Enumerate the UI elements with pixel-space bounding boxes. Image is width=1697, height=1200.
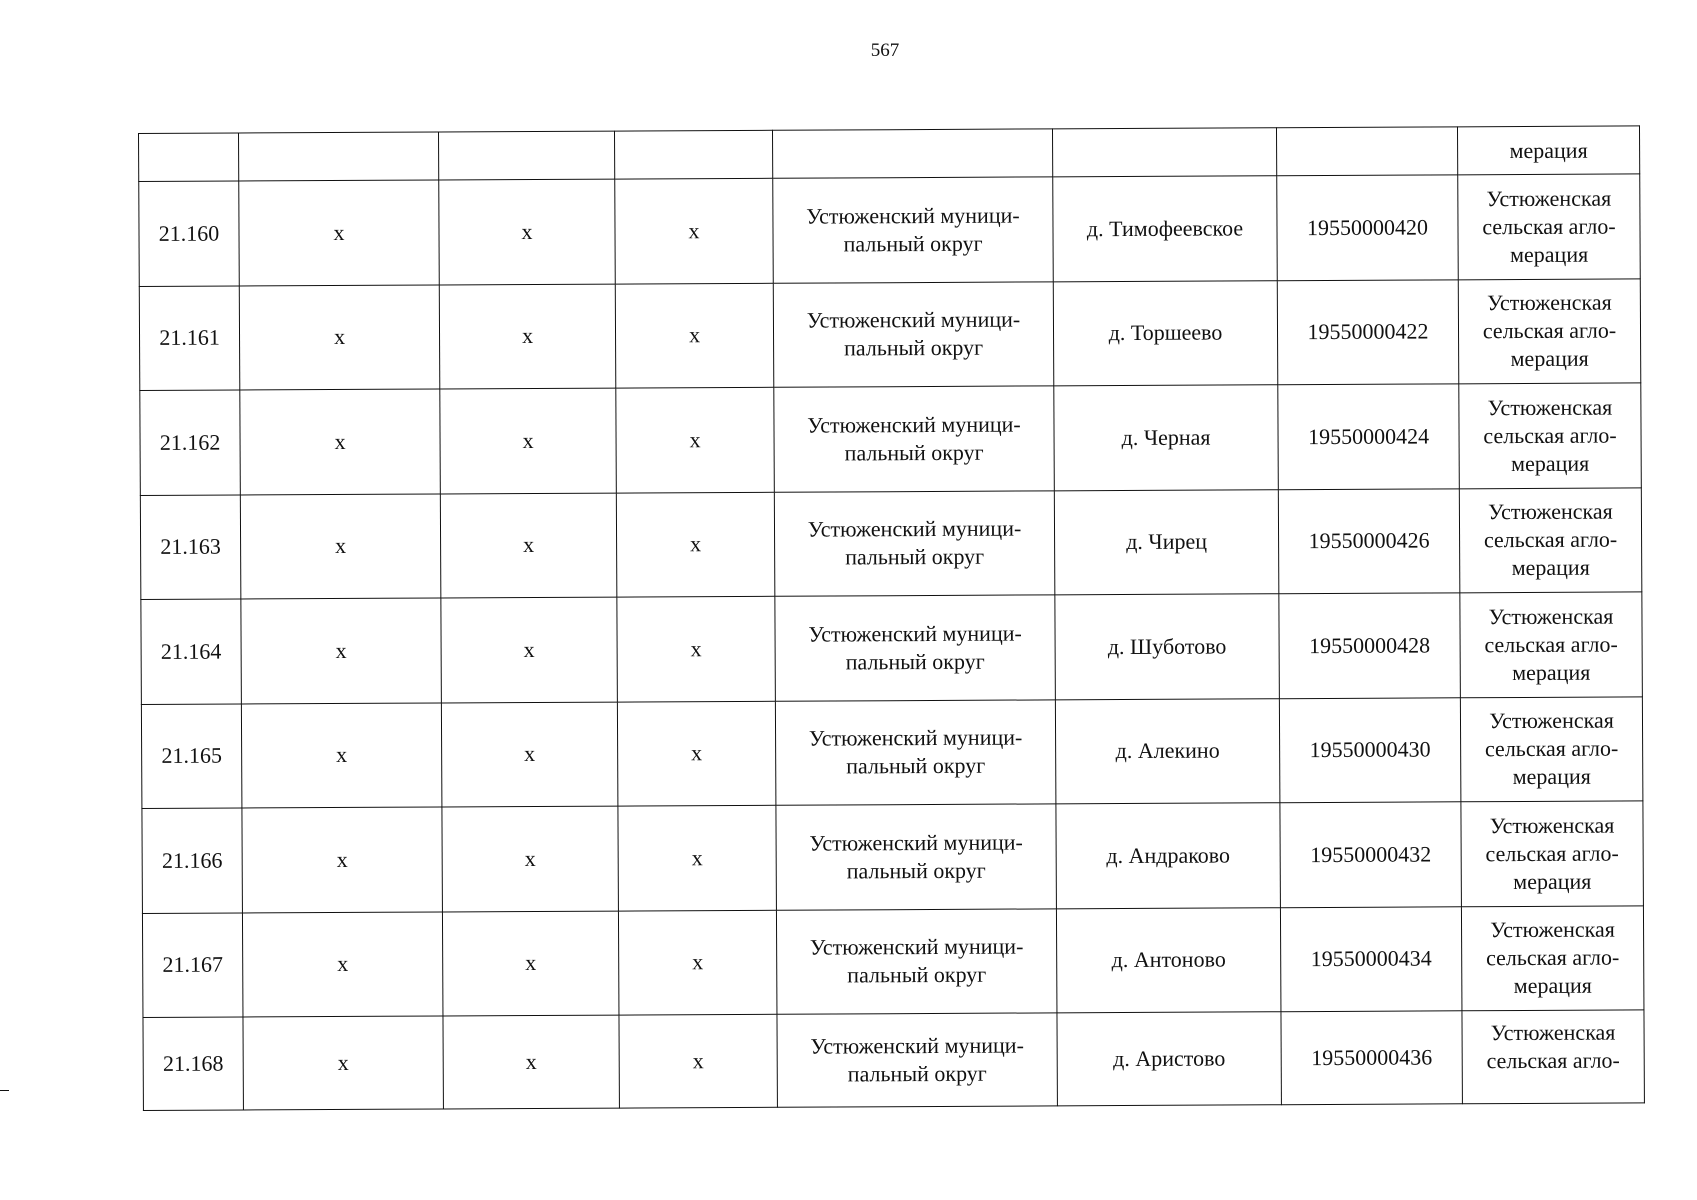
table-row xyxy=(141,592,1643,704)
margin-mark xyxy=(0,1090,9,1091)
empty-cell xyxy=(772,129,1052,178)
settlement-cell: д. Алекино xyxy=(1055,698,1280,804)
document-table-wrapper xyxy=(138,125,1644,1111)
agglomeration-cell: Устюженская сельская агло- мерация xyxy=(1459,487,1642,592)
table-row xyxy=(143,1010,1644,1111)
district-cell: Устюженский муници- пальный округ xyxy=(776,804,1057,910)
agglomeration-continuation: мерация xyxy=(1457,126,1639,175)
settlement-cell: д. Чирец xyxy=(1054,489,1279,595)
district-cell: Устюженский муници- пальный округ xyxy=(777,1013,1057,1107)
empty-cell xyxy=(614,130,772,179)
agglomeration-cell: Устюженская сельская агло- мерация xyxy=(1460,696,1643,801)
code-cell: 19550000420 xyxy=(1277,175,1459,280)
agglomeration-cell: Устюженская сельская агло- мерация xyxy=(1458,174,1641,279)
agglomeration-cell: Устюженская сельская агло- мерация xyxy=(1461,905,1644,1010)
cell-mark: х xyxy=(617,596,776,701)
cell-mark: х xyxy=(443,1015,619,1109)
row-number: 21.160 xyxy=(139,181,240,286)
code-cell: 19550000424 xyxy=(1278,384,1460,489)
table-row xyxy=(139,174,1641,286)
cell-mark: х xyxy=(239,284,440,390)
cell-mark: х xyxy=(441,597,618,702)
row-number: 21.168 xyxy=(143,1017,243,1111)
row-number: 21.165 xyxy=(141,703,242,808)
empty-cell xyxy=(239,132,439,181)
agglomeration-cell: Устюженская сельская агло- мерация xyxy=(1461,801,1644,906)
agglomeration-cell: Устюженская сельская агло- мерация xyxy=(1459,383,1642,488)
settlement-cell: д. Антоново xyxy=(1056,907,1281,1013)
district-cell: Устюженский муници- пальный округ xyxy=(773,177,1054,283)
cell-mark: х xyxy=(441,702,618,807)
table-row xyxy=(140,487,1642,599)
table-row xyxy=(142,801,1644,913)
continuation-row xyxy=(139,126,1640,182)
cell-mark: х xyxy=(241,598,442,704)
agglomeration-cell: Устюженская сельская агло- мерация xyxy=(1460,592,1643,697)
code-cell: 19550000430 xyxy=(1279,697,1461,802)
row-number: 21.162 xyxy=(140,390,241,495)
settlement-cell: д. Черная xyxy=(1054,385,1279,491)
cell-mark: х xyxy=(619,1014,777,1108)
page-number: 567 xyxy=(870,40,900,61)
row-number: 21.166 xyxy=(142,808,243,913)
district-cell: Устюженский муници- пальный округ xyxy=(773,281,1054,387)
settlement-cell: д. Тимофеевское xyxy=(1053,176,1278,282)
settlement-cell: д. Андраково xyxy=(1056,803,1281,909)
table-row xyxy=(139,278,1641,390)
agglomeration-cell: Устюженская сельская агло- xyxy=(1462,1010,1644,1104)
row-number: 21.161 xyxy=(139,285,240,390)
cell-mark: х xyxy=(440,388,617,493)
district-cell: Устюженский муници- пальный округ xyxy=(775,699,1056,805)
settlement-cell: д. Торшеево xyxy=(1053,280,1278,386)
row-number: 21.163 xyxy=(140,494,241,599)
code-cell: 19550000432 xyxy=(1280,802,1462,907)
settlement-cell: д. Шуботово xyxy=(1055,594,1280,700)
table-row xyxy=(140,383,1642,495)
empty-cell xyxy=(1052,128,1276,177)
code-cell: 19550000426 xyxy=(1278,488,1460,593)
cell-mark: х xyxy=(442,806,619,911)
row-number: 21.167 xyxy=(142,912,243,1017)
empty-cell xyxy=(438,131,614,180)
cell-mark: х xyxy=(615,283,774,388)
district-cell: Устюженский муници- пальный округ xyxy=(775,595,1056,701)
district-cell: Устюженский муници- пальный округ xyxy=(776,908,1057,1014)
cell-mark: х xyxy=(242,807,443,913)
code-cell: 19550000436 xyxy=(1281,1011,1462,1105)
cell-mark: х xyxy=(242,911,443,1017)
cell-mark: х xyxy=(440,493,617,598)
cell-mark: х xyxy=(239,180,440,286)
agglomeration-cell: Устюженская сельская агло- мерация xyxy=(1458,278,1641,383)
cell-mark: х xyxy=(618,910,777,1015)
cell-mark: х xyxy=(616,387,775,492)
code-cell: 19550000434 xyxy=(1280,906,1462,1011)
cell-mark: х xyxy=(616,492,775,597)
district-cell: Устюженский муници- пальный округ xyxy=(774,490,1055,596)
cell-mark: х xyxy=(240,389,441,495)
settlement-cell: д. Аристово xyxy=(1057,1012,1281,1106)
row-number: 21.164 xyxy=(141,599,242,704)
cell-mark: х xyxy=(618,805,777,910)
district-cell: Устюженский муници- пальный округ xyxy=(774,386,1055,492)
table-row xyxy=(142,905,1644,1017)
settlements-table xyxy=(138,125,1645,1111)
code-cell: 19550000422 xyxy=(1277,279,1459,384)
table-row xyxy=(141,696,1643,808)
code-cell: 19550000428 xyxy=(1279,593,1461,698)
cell-mark: х xyxy=(240,493,441,599)
cell-mark: х xyxy=(439,179,616,284)
cell-mark: х xyxy=(617,701,776,806)
cell-mark: х xyxy=(615,178,774,283)
cell-mark: х xyxy=(442,911,619,1016)
cell-mark: х xyxy=(241,702,442,808)
empty-cell xyxy=(139,133,239,182)
cell-mark: х xyxy=(243,1016,443,1110)
cell-mark: х xyxy=(439,284,616,389)
empty-cell xyxy=(1276,127,1457,176)
